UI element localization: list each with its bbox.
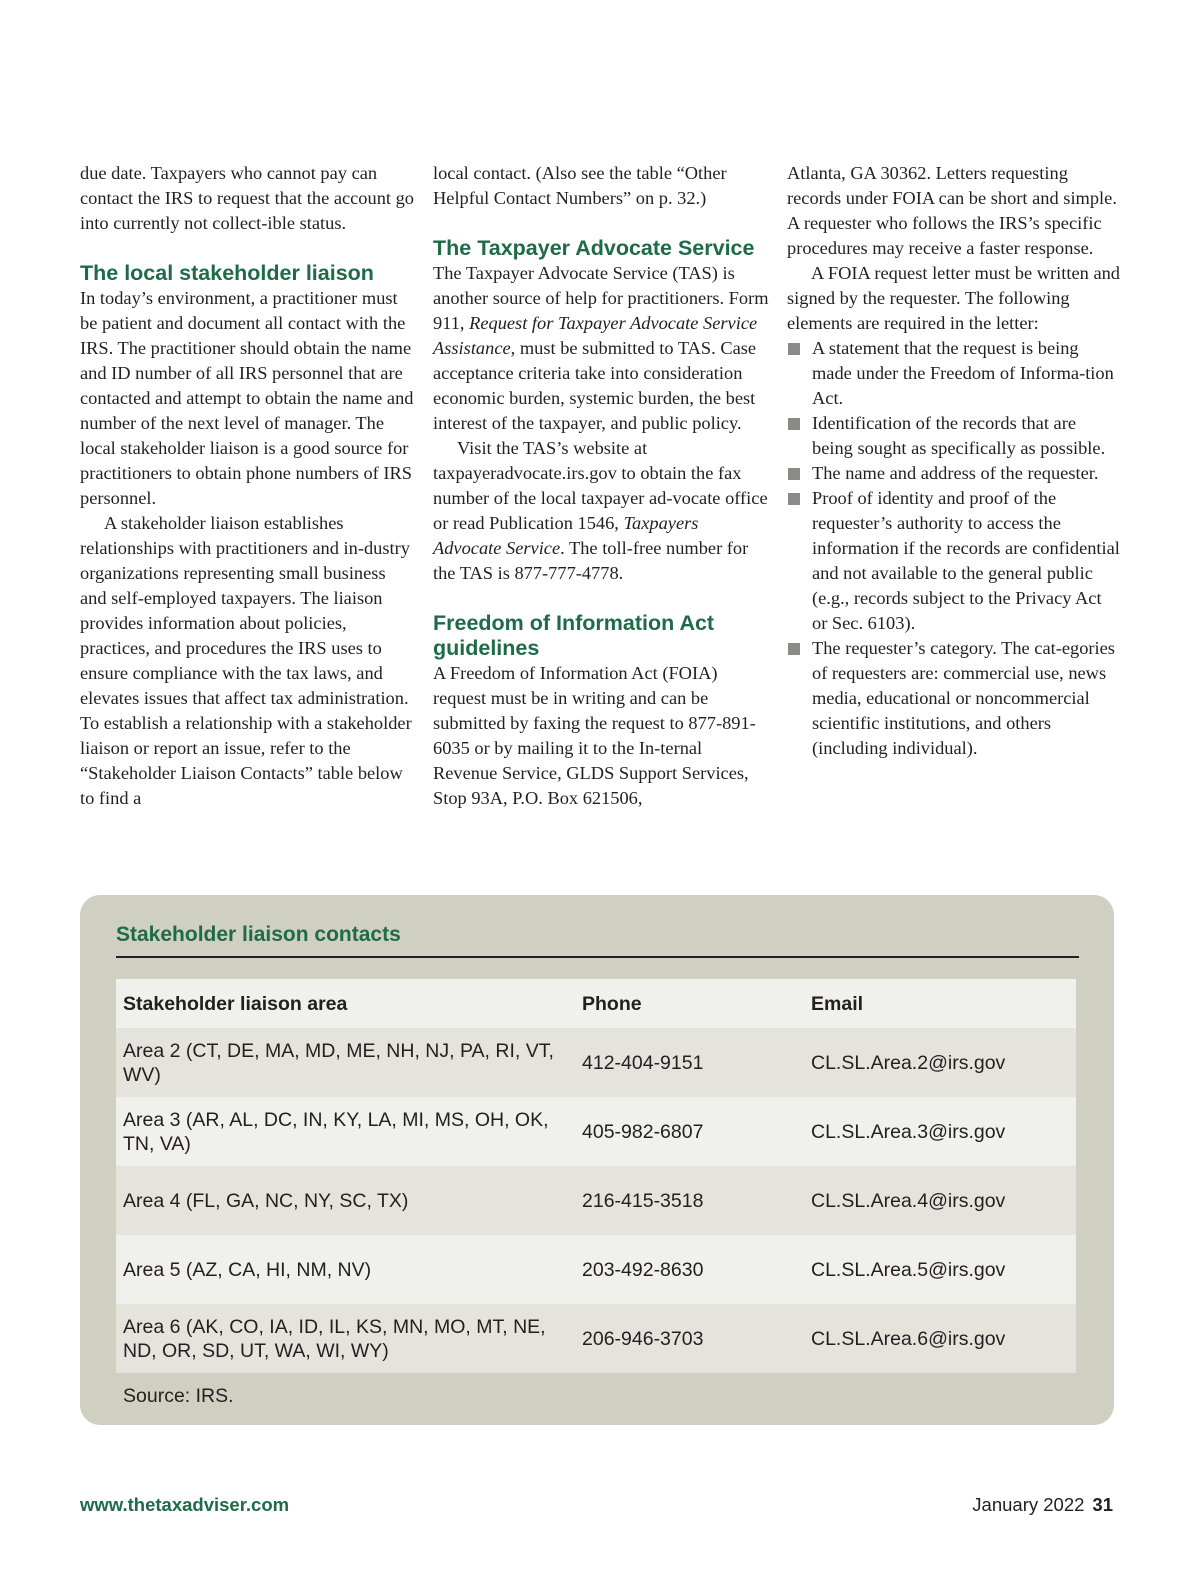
email-cell: CL.SL.Area.2@irs.gov [804,1028,1076,1097]
publication-title: Taxpayers Advocate Service [433,513,699,558]
contacts-table [116,979,1076,1373]
table-row [116,1097,1076,1166]
phone-cell: 206-946-3703 [575,1304,804,1373]
email-cell: CL.SL.Area.5@irs.gov [804,1235,1076,1304]
column-header-phone: Phone [575,979,804,1028]
section-heading: The local stakeholder liaison [80,261,374,285]
section-heading: Freedom of Information Act guidelines [433,611,715,660]
footer-issue [972,1494,1113,1516]
area-cell: Area 4 (FL, GA, NC, NY, SC, TX) [116,1166,575,1235]
requirements-list [787,336,1121,761]
form-title: Request for Taxpayer Advocate Service Assistance [433,313,758,358]
list-item: Identification of the records that are being sought as specifically as possible. [787,411,1121,461]
paragraph: A Freedom of Information Act (FOIA) request must be in writing and can be submitted by faxing the request to 877-891-6035 or by mailing it to the In-ternal Revenue Service, GLDS Support Services, Stop 93A, P.O. Box 621506, [433,663,756,808]
area-cell: Area 2 (CT, DE, MA, MD, ME, NH, NJ, PA, RI, VT, WV) [116,1028,575,1097]
paragraph: Atlanta, GA 30362. Letters requesting records under FOIA can be short and simple. A requester who follows the IRS’s specific procedures may receive a faster response. [787,163,1117,258]
paragraph: In today’s environment, a practitioner must be patient and document all contact with the IRS. The practitioner should obtain the name and ID number of all IRS personnel that are contacted and attempt to obtain the name and number of the next level of manager. The local stakeholder liaison is a good source for practitioners to obtain phone numbers of IRS personnel. [80,288,414,508]
issue-date: January 2022 [972,1494,1085,1515]
paragraph: local contact. (Also see the table “Other Helpful Contact Numbers” on p. 32.) [433,163,727,208]
area-cell: Area 3 (AR, AL, DC, IN, KY, LA, MI, MS, OH, OK, TN, VA) [116,1097,575,1166]
table-title: Stakeholder liaison contacts [116,923,401,946]
list-item: Proof of identity and proof of the requester’s authority to access the information if the records are confidential and not available to the general public (e.g., records subject to the Privacy Act or Sec. 6103). [787,486,1121,636]
paragraph: A stakeholder liaison establishes relationships with practitioners and in-dustry organizations representing small business and self-employed taxpayers. The liaison provides information about policies, practices, and procedures the IRS uses to ensure compliance with the tax laws, and elevates issues that affect tax administration. To establish a relationship with a stakeholder liaison or report an issue, refer to the “Stakeholder Liaison Contacts” table below to find a [80,513,412,808]
table-header-row [116,979,1076,1028]
table-row [116,1028,1076,1097]
section-heading: The Taxpayer Advocate Service [433,236,755,260]
page-number: 31 [1092,1494,1113,1515]
email-cell: CL.SL.Area.3@irs.gov [804,1097,1076,1166]
column-header-email: Email [804,979,1076,1028]
table-row [116,1166,1076,1235]
list-item: The name and address of the requester. [787,461,1121,486]
article-column-3 [787,161,1121,761]
list-item: The requester’s category. The cat-egories of requesters are: commercial use, news media, educational or noncommercial scientific institutions, and others (including individual). [787,636,1121,761]
email-cell: CL.SL.Area.4@irs.gov [804,1166,1076,1235]
table-row [116,1235,1076,1304]
article-column-2 [433,161,769,811]
article-column-1 [80,161,416,811]
list-item: A statement that the request is being made under the Freedom of Informa-tion Act. [787,336,1121,411]
divider [116,956,1079,958]
paragraph: The Taxpayer Advocate Service (TAS) is another source of help for practitioners. Form 911, Request for Taxpayer Advocate Service Assistance, must be submitted to TAS. Case acceptance criteria take into consideration economic burden, systemic burden, the best interest of the taxpayer, and public policy. [433,263,769,433]
area-cell: Area 6 (AK, CO, IA, ID, IL, KS, MN, MO, MT, NE, ND, OR, SD, UT, WA, WI, WY) [116,1304,575,1373]
area-cell: Area 5 (AZ, CA, HI, NM, NV) [116,1235,575,1304]
phone-cell: 216-415-3518 [575,1166,804,1235]
table-row [116,1304,1076,1373]
phone-cell: 412-404-9151 [575,1028,804,1097]
column-header-area: Stakeholder liaison area [116,979,575,1028]
phone-cell: 405-982-6807 [575,1097,804,1166]
email-cell: CL.SL.Area.6@irs.gov [804,1304,1076,1373]
phone-cell: 203-492-8630 [575,1235,804,1304]
footer-website: www.thetaxadviser.com [80,1494,290,1515]
stakeholder-contacts-panel [80,895,1114,1425]
paragraph: A FOIA request letter must be written and signed by the requester. The following elements are required in the letter: [787,263,1121,333]
paragraph: Visit the TAS’s website at taxpayeradvocate.irs.gov to obtain the fax number of the local taxpayer ad-vocate office or read Publication 1546, Taxpayers Advocate Service. The toll-free number for the TAS is 877-777-4778. [433,438,768,583]
paragraph: due date. Taxpayers who cannot pay can contact the IRS to request that the account go into currently not collect-ible status. [80,163,414,233]
table-source: Source: IRS. [123,1385,234,1407]
